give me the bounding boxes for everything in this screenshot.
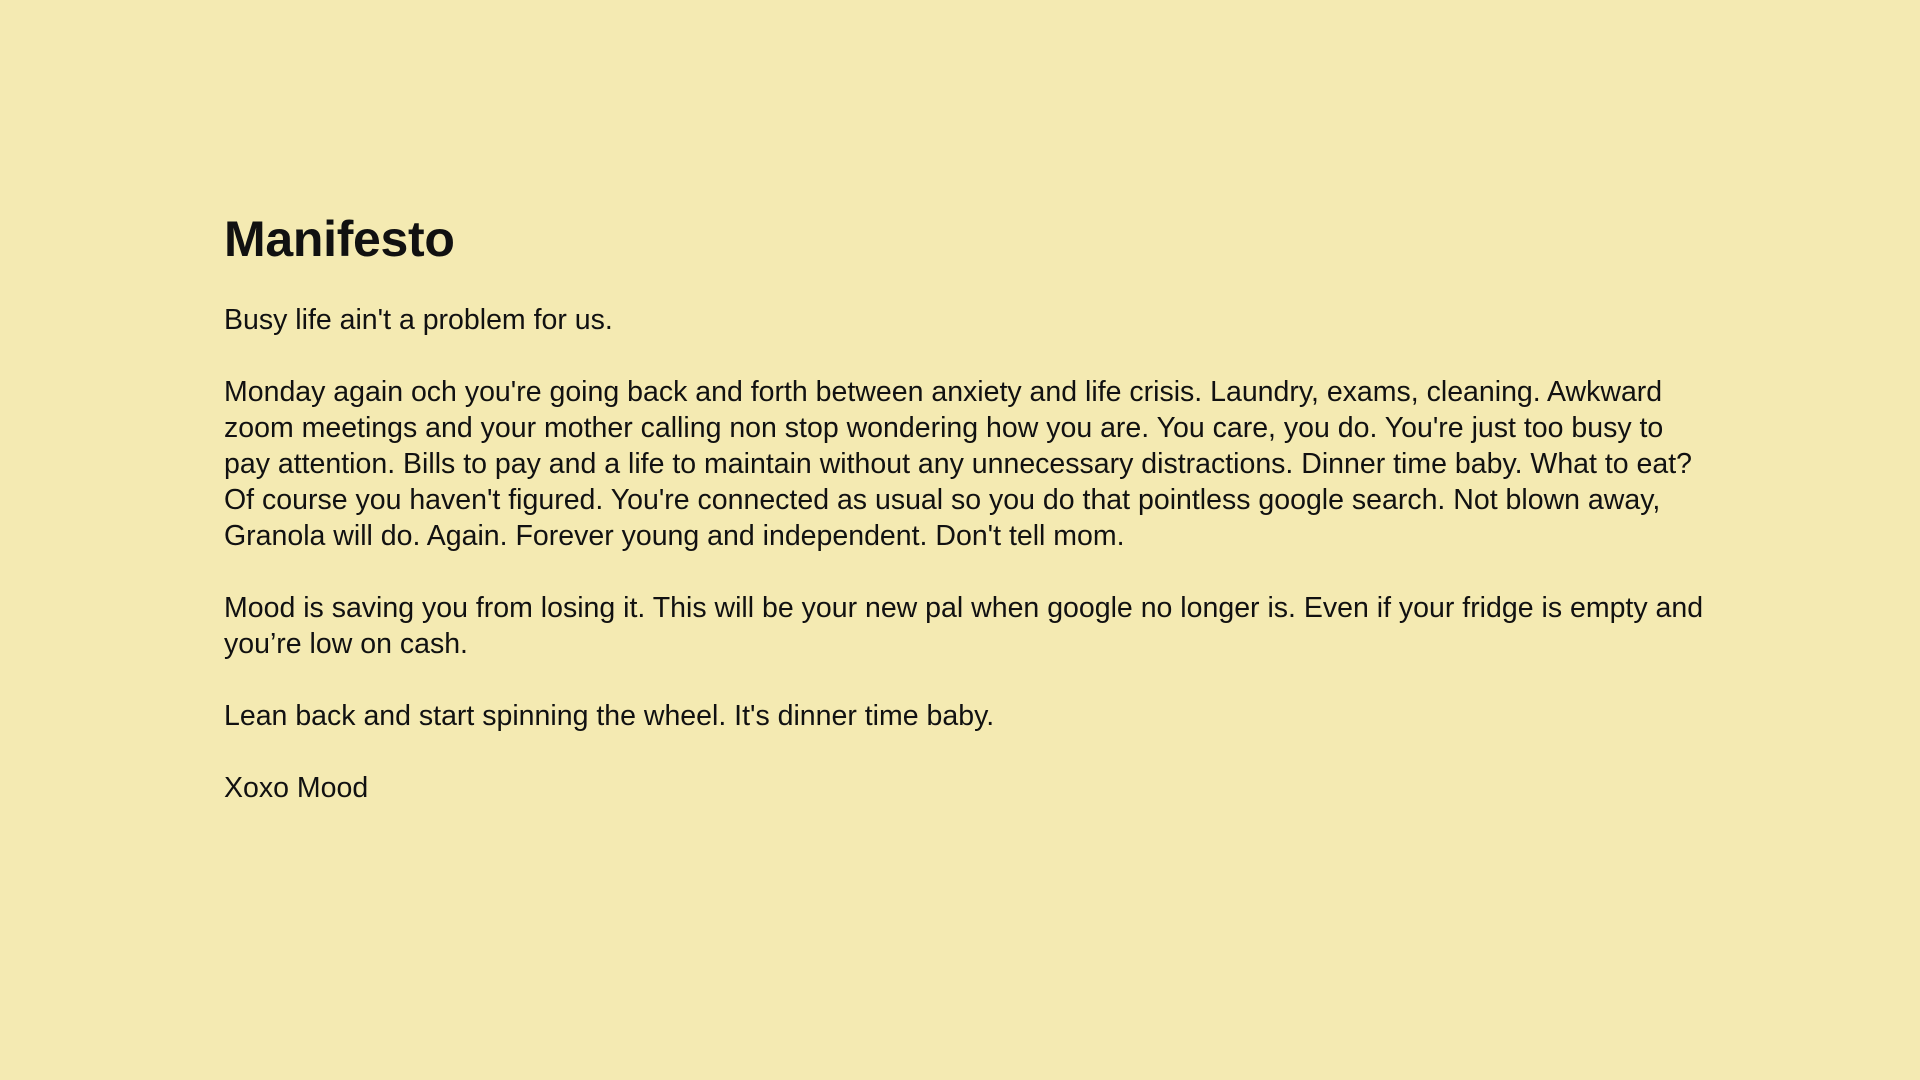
intro-paragraph: Busy life ain't a problem for us. bbox=[224, 304, 613, 336]
manifesto-section bbox=[224, 206, 1704, 842]
mood-paragraph: Mood is saving you from losing it. This will be your new pal when google no longer is. Even if your fridge is empty and you’re low on cash. bbox=[224, 592, 1704, 660]
signature: Xoxo Mood bbox=[224, 772, 369, 804]
page-title: Manifesto bbox=[224, 211, 455, 267]
call-to-action-paragraph: Lean back and start spinning the wheel. It's dinner time baby. bbox=[224, 700, 995, 732]
story-paragraph: Monday again och you're going back and forth between anxiety and life crisis. Laundry, exams, cleaning. Awkward zoom meetings and your mother calling non stop wondering how you are. You care, you do. You're just too busy to pay attention. Bills to pay and a life to maintain without any unnecessary distractions. Dinner time baby. What to eat? Of course you haven't figured. You're connected as usual so you do that pointless google search. Not blown away, Granola will do. Again. Forever young and independent. Don't tell mom. bbox=[224, 376, 1693, 552]
